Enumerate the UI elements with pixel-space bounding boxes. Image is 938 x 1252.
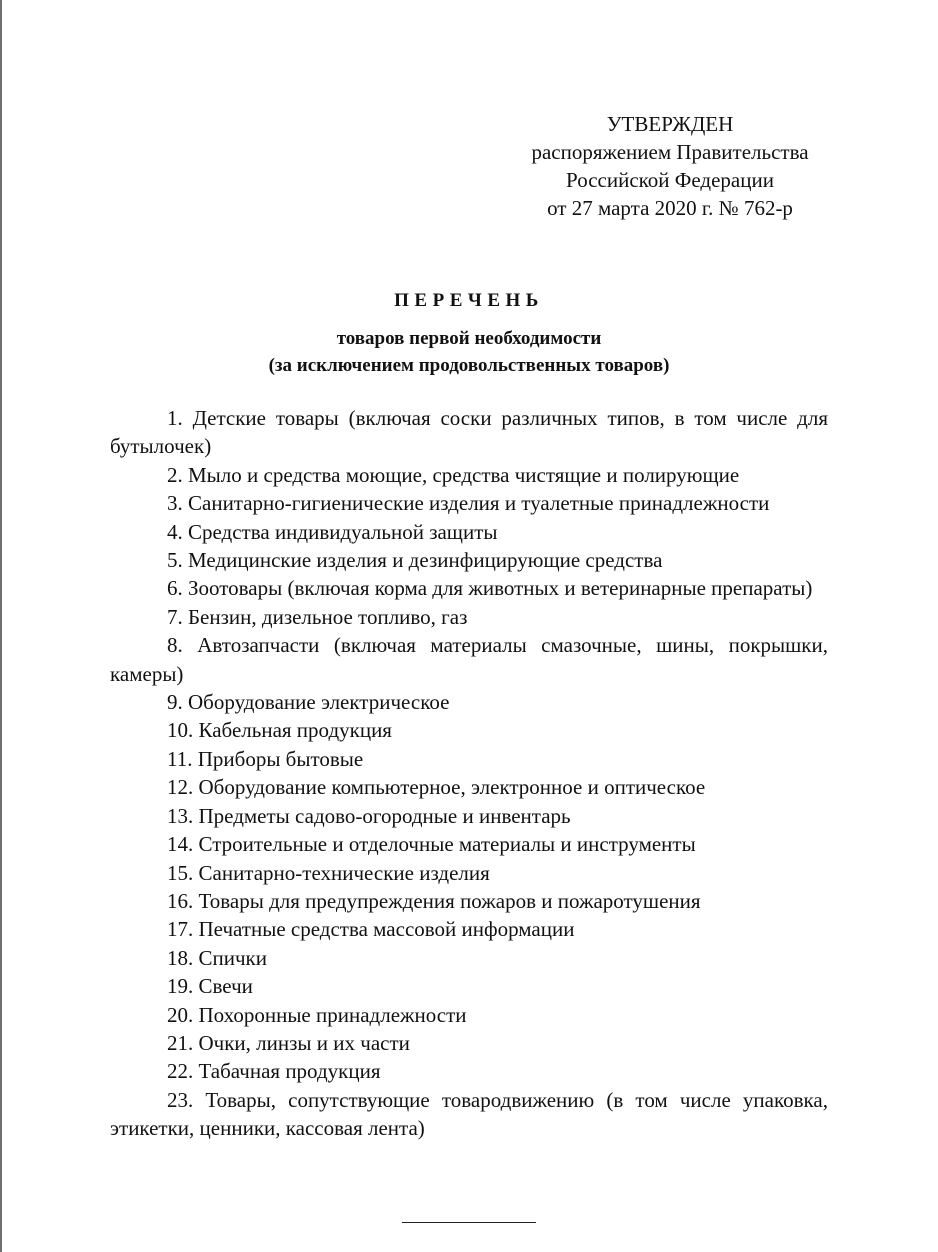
document-title: ПЕРЕЧЕНЬ xyxy=(394,290,544,311)
list-item xyxy=(110,716,828,744)
item-number: 3. xyxy=(167,491,183,516)
item-text: Табачная продукция xyxy=(198,1059,381,1084)
item-text: Свечи xyxy=(198,974,253,999)
item-number: 19. xyxy=(167,974,194,999)
item-number: 15. xyxy=(167,860,194,885)
item-text: Похоронные принадлежности xyxy=(198,1002,467,1027)
item-number: 14. xyxy=(167,832,194,857)
item-number: 7. xyxy=(167,604,183,629)
item-text: Оборудование компьютерное, электронное и оптическое xyxy=(198,775,706,800)
list-item xyxy=(110,404,828,461)
list-item xyxy=(110,1001,828,1029)
approval-heading: УТВЕРЖДЕН xyxy=(606,112,734,136)
list-item xyxy=(110,688,828,716)
item-number: 4. xyxy=(167,519,183,544)
list-item xyxy=(110,1086,828,1143)
list-item xyxy=(110,773,828,801)
item-number: 8. xyxy=(167,633,183,658)
list-item xyxy=(110,830,828,858)
item-number: 5. xyxy=(167,548,183,573)
item-number: 16. xyxy=(167,888,194,913)
end-of-document-rule xyxy=(402,1222,536,1223)
item-number: 2. xyxy=(167,462,183,487)
item-text: Санитарно-гигиенические изделия и туалетные принадлежности xyxy=(188,491,770,516)
document-title-block xyxy=(110,287,828,379)
item-text: Санитарно-технические изделия xyxy=(198,860,490,885)
item-number: 1. xyxy=(167,406,183,430)
item-text: Товары для предупреждения пожаров и пожаротушения xyxy=(198,888,701,913)
list-item xyxy=(110,489,828,517)
list-item xyxy=(110,887,828,915)
item-text: Предметы садово-огородные и инвентарь xyxy=(198,803,571,828)
item-text: Автозапчасти (включая материалы смазочные, шины, покрышки, камеры) xyxy=(110,633,828,686)
item-text: Детские товары (включая соски различных типов, в том числе для бутылочек) xyxy=(110,406,829,459)
goods-list xyxy=(110,404,828,1143)
approval-authority-line: Российской Федерации xyxy=(566,168,774,192)
list-item xyxy=(110,802,828,830)
item-number: 13. xyxy=(167,803,194,828)
item-text: Приборы бытовые xyxy=(197,746,364,771)
item-number: 17. xyxy=(167,917,194,942)
list-item xyxy=(110,631,828,688)
item-text: Мыло и средства моющие, средства чистящие и полирующие xyxy=(188,462,740,487)
item-number: 23. xyxy=(167,1087,194,1112)
list-item xyxy=(110,603,828,631)
item-number: 6. xyxy=(167,576,183,601)
item-text: Медицинские изделия и дезинфицирующие средства xyxy=(188,548,663,573)
page-left-edge xyxy=(0,0,2,1252)
item-number: 20. xyxy=(167,1002,194,1027)
list-item xyxy=(110,574,828,602)
approval-stamp-block xyxy=(500,110,840,222)
item-text: Кабельная продукция xyxy=(198,718,392,743)
item-text: Средства индивидуальной защиты xyxy=(188,519,498,544)
document-subtitle-line-1: товаров первой необходимости xyxy=(336,328,602,349)
item-text: Печатные средства массовой информации xyxy=(198,917,575,942)
item-number: 12. xyxy=(167,775,194,800)
item-text: Оборудование электрическое xyxy=(188,690,450,715)
item-text: Зоотовары (включая корма для животных и ветеринарные препараты) xyxy=(188,576,813,601)
list-item xyxy=(110,518,828,546)
document-subtitle-line-2: (за исключением продовольственных товаров) xyxy=(268,355,670,376)
list-item xyxy=(110,944,828,972)
list-item xyxy=(110,461,828,489)
approval-order-line: распоряжением Правительства xyxy=(531,140,809,164)
item-text: Бензин, дизельное топливо, газ xyxy=(188,604,468,629)
item-text: Спички xyxy=(198,945,267,970)
item-number: 9. xyxy=(167,690,183,715)
item-text: Строительные и отделочные материалы и инструменты xyxy=(198,832,696,857)
list-item xyxy=(110,546,828,574)
approval-date-number-line: от 27 марта 2020 г. № 762-р xyxy=(547,196,793,220)
list-item xyxy=(110,1057,828,1085)
item-number: 22. xyxy=(167,1059,194,1084)
item-number: 10. xyxy=(167,718,194,743)
list-item xyxy=(110,745,828,773)
item-number: 11. xyxy=(167,746,193,771)
item-number: 18. xyxy=(167,945,194,970)
list-item xyxy=(110,1029,828,1057)
item-text: Товары, сопутствующие товародвижению (в том числе упаковка, этикетки, ценники, кассовая лента) xyxy=(110,1087,829,1141)
list-item xyxy=(110,859,828,887)
list-item xyxy=(110,915,828,943)
item-number: 21. xyxy=(167,1030,194,1055)
item-text: Очки, линзы и их части xyxy=(198,1030,410,1055)
list-item xyxy=(110,972,828,1000)
